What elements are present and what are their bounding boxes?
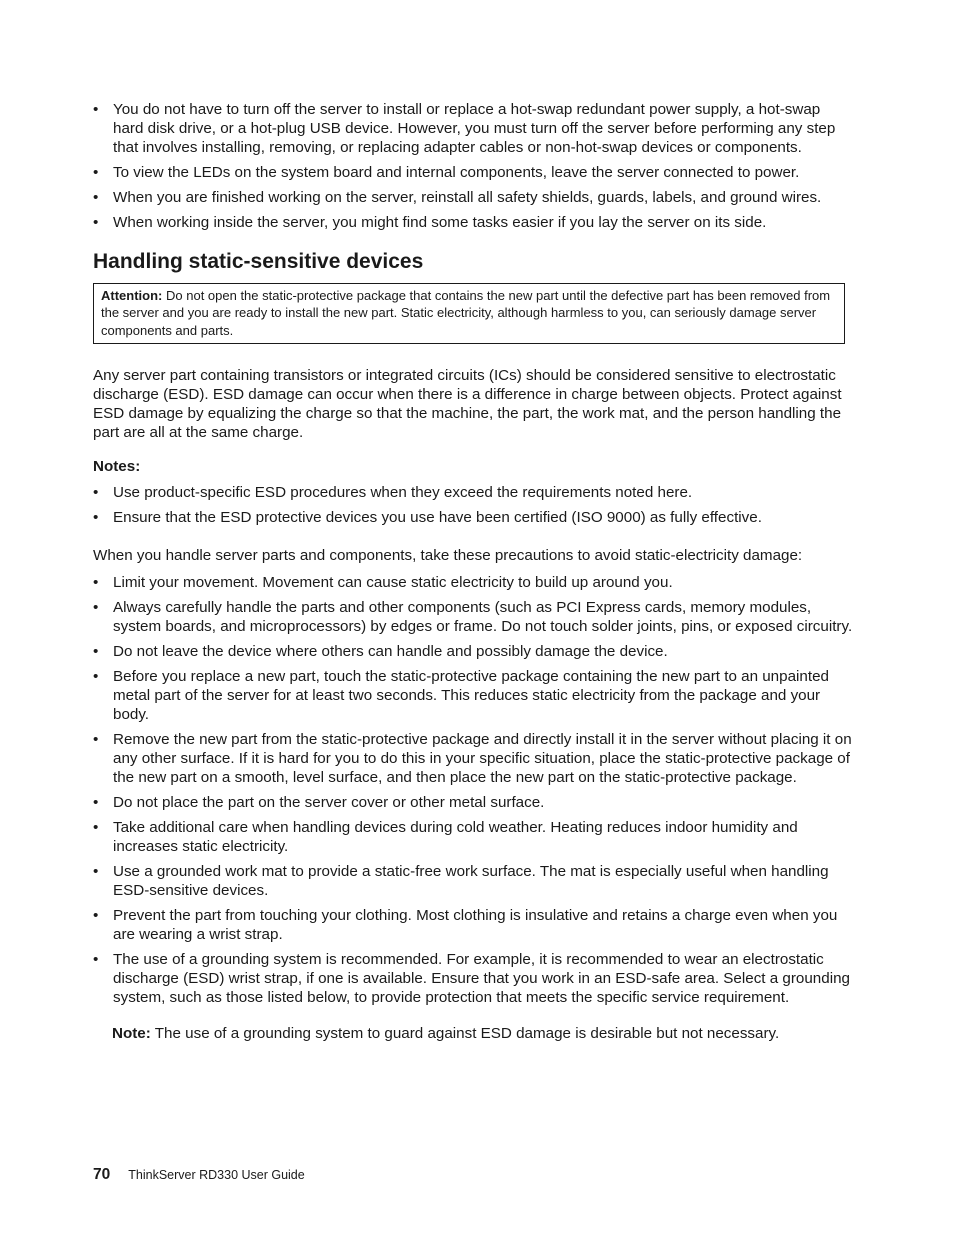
final-note (112, 1024, 853, 1043)
list-item: • When working inside the server, you might find some tasks easier if you lay the server on its side. (93, 214, 853, 233)
precautions-intro: When you handle server parts and components, take these precautions to avoid static-electricity damage: (93, 546, 803, 564)
note-text: The use of a grounding system to guard against ESD damage is desirable but not necessary. (154, 1024, 780, 1042)
page-footer (93, 1166, 305, 1184)
list-item: • Do not place the part on the server cover or other metal surface. (93, 794, 853, 813)
precautions-list (93, 574, 853, 1008)
notes-list (93, 484, 853, 528)
list-item: • Ensure that the ESD protective devices you use have been certified (ISO 9000) as fully effective. (93, 509, 853, 528)
page-content (93, 101, 853, 1043)
document-title: ThinkServer RD330 User Guide (128, 1168, 305, 1182)
list-item: • Always carefully handle the parts and other components (such as PCI Express cards, memory modules, system boards, and microprocessors) by edges or frame. Do not touch solder joints, pins, or exposed circuitry. (93, 599, 853, 637)
attention-text: Do not open the static-protective package that contains the new part until the defective part has been removed from the server and you are ready to install the new part. Static electricity, although harmless to you, can seriously damage server components and parts. (101, 288, 831, 338)
list-item: • Prevent the part from touching your clothing. Most clothing is insulative and retains a charge even when you are wearing a wrist strap. (93, 907, 853, 945)
note-label: Note: (112, 1024, 151, 1042)
section-heading: Handling static-sensitive devices (93, 250, 424, 273)
list-item: • Do not leave the device where others can handle and possibly damage the device. (93, 643, 853, 662)
list-item: • Use product-specific ESD procedures when they exceed the requirements noted here. (93, 484, 853, 503)
list-item: • Before you replace a new part, touch the static-protective package containing the new part to an unpainted metal part of the server for at least two seconds. This reduces static electricity from the package and your body. (93, 668, 853, 725)
notes-label: Notes: (93, 457, 141, 475)
attention-label: Attention: (101, 288, 163, 303)
page-number: 70 (93, 1166, 111, 1183)
list-item: • Limit your movement. Movement can cause static electricity to build up around you. (93, 574, 853, 593)
list-item: • Take additional care when handling devices during cold weather. Heating reduces indoor humidity and increases static electricity. (93, 819, 853, 857)
list-item: • Use a grounded work mat to provide a static-free work surface. The mat is especially useful when handling ESD-sensitive devices. (93, 863, 853, 901)
esd-paragraph: Any server part containing transistors or integrated circuits (ICs) should be considered sensitive to electrostatic discharge (ESD). ESD damage can occur when there is a difference in charge between objects. Protect against ESD damage by equalizing the charge so that the machine, the part, the work mat, and the person handling the part are all at the same charge. (93, 366, 842, 441)
attention-box (93, 283, 845, 344)
list-item: • The use of a grounding system is recommended. For example, it is recommended to wear an electrostatic discharge (ESD) wrist strap, if one is available. Ensure that you work in an ESD-safe area. Select a grounding system, such as those listed below, to provide protection that meets the specific service requirement. (93, 951, 853, 1008)
list-item: • To view the LEDs on the system board and internal components, leave the server connected to power. (93, 164, 853, 183)
list-item: • Remove the new part from the static-protective package and directly install it in the server without placing it on any other surface. If it is hard for you to do this in your specific situation, place the static-protective package of the new part on a smooth, level surface, and then place the new part on the static-protective package. (93, 731, 853, 788)
list-item: • You do not have to turn off the server to install or replace a hot-swap redundant power supply, a hot-swap hard disk drive, or a hot-plug USB device. However, you must turn off the server before performing any step that involves installing, removing, or replacing adapter cables or non-hot-swap devices or components. (93, 101, 853, 158)
intro-bullet-list (93, 101, 853, 233)
list-item: • When you are finished working on the server, reinstall all safety shields, guards, labels, and ground wires. (93, 189, 853, 208)
